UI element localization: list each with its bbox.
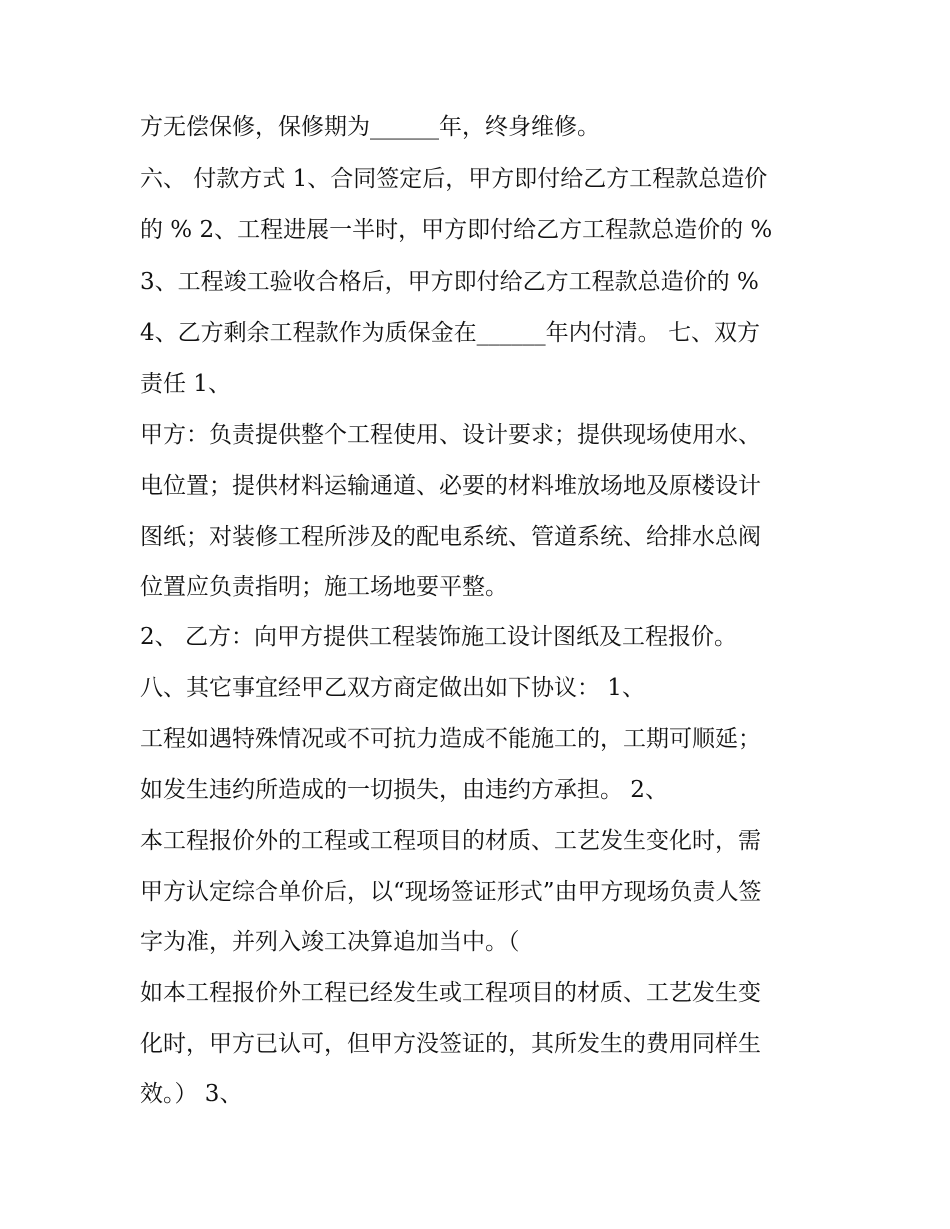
text-line: 六、 付款方式 1、合同签定后，甲方即付给乙方工程款总造价 [140, 166, 768, 192]
text-line: 字为准，并列入竣工决算追加当中。（ [140, 929, 520, 955]
text-line: 的 % 2、工程进展一半时，甲方即付给乙方工程款总造价的 % [140, 217, 773, 243]
text-line: 电位置；提供材料运输通道、必要的材料堆放场地及原楼设计 [140, 473, 761, 499]
text-line: 如本工程报价外工程已经发生或工程项目的材质、工艺发生变 [140, 980, 761, 1006]
text-line: 4、乙方剩余工程款作为质保金在______年内付清。 七、双方 [140, 320, 760, 346]
text-line: 位置应负责指明；施工场地要平整。 [140, 574, 508, 600]
text-line: 本工程报价外的工程或工程项目的材质、工艺发生变化时，需 [140, 828, 761, 854]
text-line: 八、其它事宜经甲乙双方商定做出如下协议： 1、 [140, 675, 645, 701]
text-line: 2、 乙方：向甲方提供工程装饰施工设计图纸及工程报价。 [140, 624, 737, 650]
text-line: 甲方认定综合单价后，以“现场签证形式”由甲方现场负责人签 [140, 879, 762, 905]
text-line: 甲方：负责提供整个工程使用、设计要求；提供现场使用水、 [140, 422, 761, 448]
text-line: 3、工程竣工验收合格后，甲方即付给乙方工程款总造价的 % [140, 269, 759, 295]
text-line: 方无偿保修，保修期为______年，终身维修。 [140, 114, 600, 140]
text-line: 如发生违约所造成的一切损失，由违约方承担。 2、 [140, 777, 668, 803]
text-line: 工程如遇特殊情况或不可抗力造成不能施工的，工期可顺延； [140, 726, 761, 752]
text-line: 责任 1、 [140, 371, 231, 397]
text-line: 化时，甲方已认可，但甲方没签证的，其所发生的费用同样生 [140, 1031, 761, 1057]
text-line: 效。） 3、 [140, 1081, 243, 1107]
text-line: 图纸；对装修工程所涉及的配电系统、管道系统、给排水总阀 [140, 524, 761, 550]
